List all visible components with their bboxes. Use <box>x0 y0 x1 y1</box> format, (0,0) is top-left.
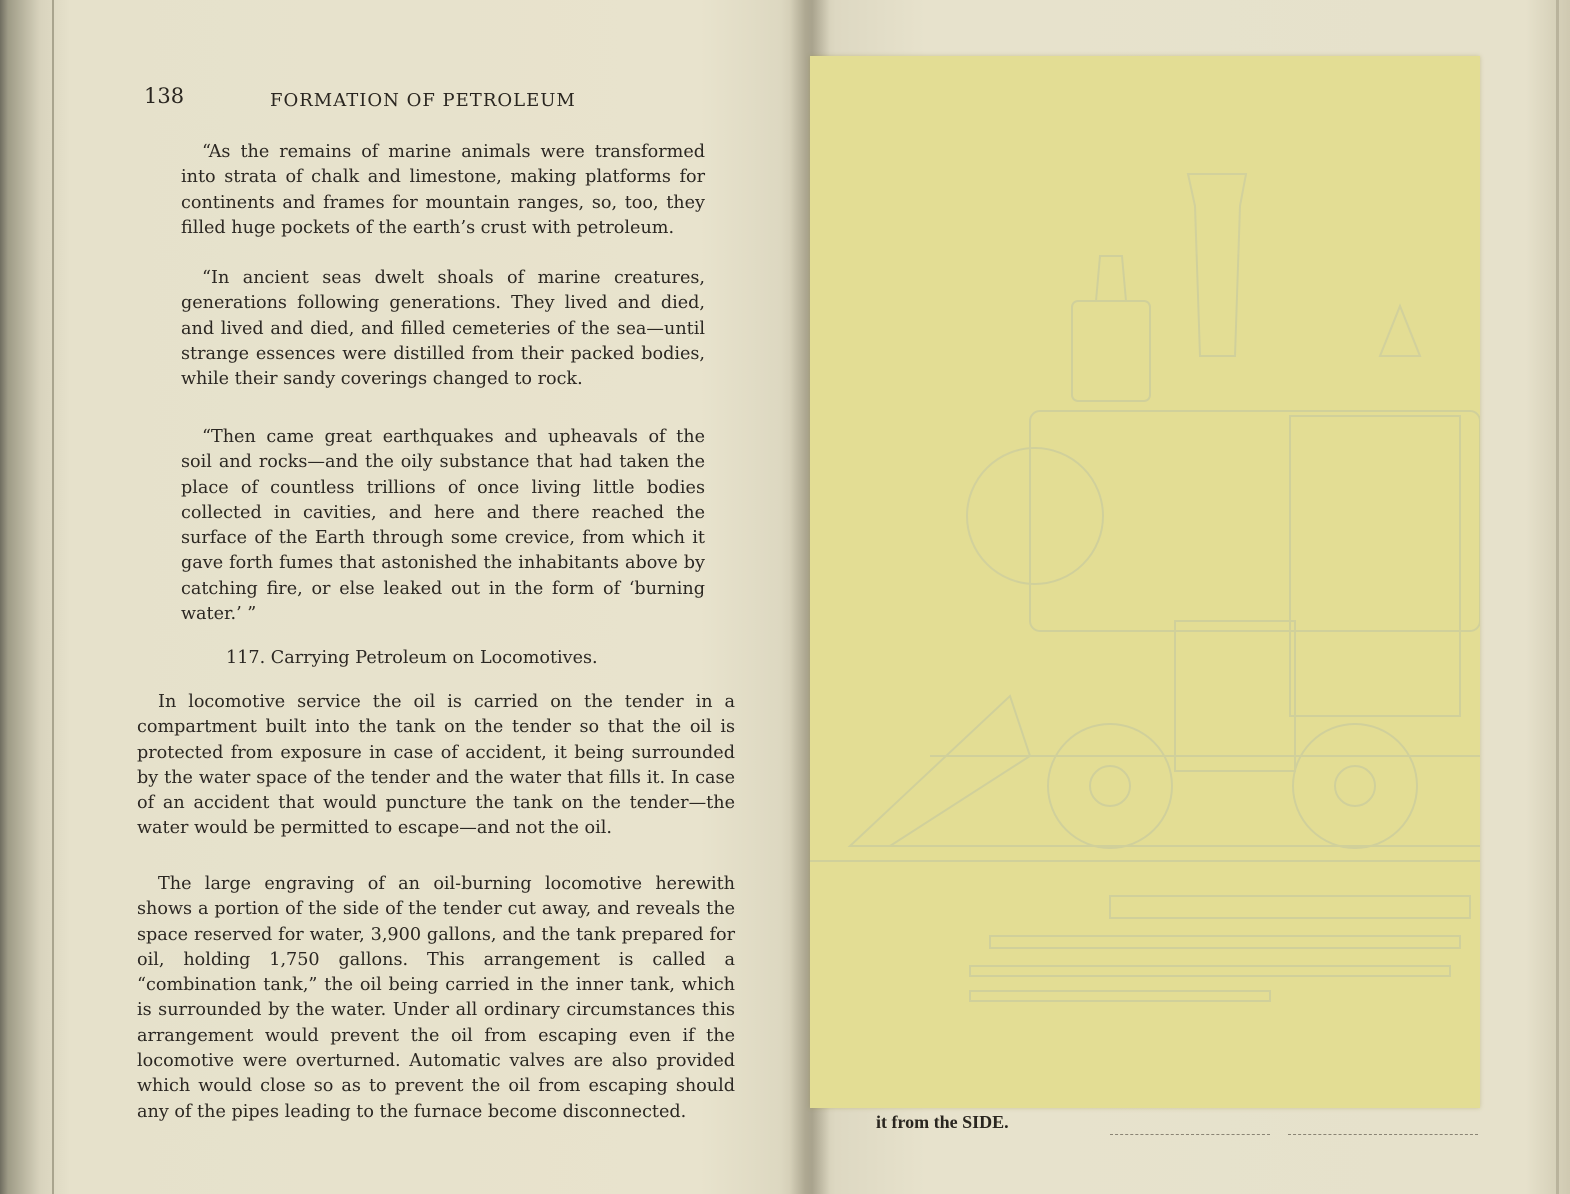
wheel-shape <box>1293 724 1417 848</box>
dashed-rule <box>1110 1134 1270 1135</box>
smokestack-shape <box>1188 174 1246 356</box>
dashed-rule <box>1288 1134 1478 1135</box>
page-number: 138 <box>144 84 185 108</box>
page-edge <box>1556 0 1559 1194</box>
yellow-overlay <box>810 56 1480 1108</box>
headlamp-shape <box>1072 301 1150 401</box>
quote-paragraph: “In ancient seas dwelt shoals of marine creatures, generations following generations. They lived and died, and lived and died, and filled cemeteries of the sea—until strange essences were distilled from their packed bodies, while their sandy coverings changed to rock. <box>181 268 705 390</box>
running-head: FORMATION OF PETROLEUM <box>270 90 576 111</box>
page-edge <box>52 0 54 1194</box>
quote-paragraph: “As the remains of marine animals were transformed into strata of chalk and limestone, making platforms for continents and frames for mountain ranges, so, too, they filled huge pockets of the earth’s crust with petroleum. <box>181 142 705 238</box>
wheel-shape <box>1048 724 1172 848</box>
section-heading: 117. Carrying Petroleum on Locomotives. <box>226 648 598 668</box>
caption-fragment: it from the SIDE. <box>876 1112 1009 1132</box>
body-paragraph: The large engraving of an oil-burning locomotive herewith shows a portion of the side of the tender cut away, and reveals the space reserved for water, 3,900 gallons, and the tank prepared for oil, holding 1,750 gallons. This arrangement is called a “combination tank,” the oil being carried in the inner tank, which is surrounded by the water. Under all ordinary circumstances this arrangement would prevent the oil from escaping even if the locomotive were overturned. Automatic valves are also provided which would close so as to prevent the oil from escaping should any of the pipes leading to the furnace become disconnected. <box>137 874 735 1122</box>
page-header <box>144 84 724 114</box>
locomotive-engraving <box>810 56 1480 1108</box>
body-paragraph: In locomotive service the oil is carried on the tender in a compartment built into the tank on the tender so that the oil is protected from exposure in case of accident, it being surrounded by the water space of the tender and the water that fills it. In case of an accident that would puncture the tank on the tender—the water would be permitted to escape—and not the oil. <box>137 692 735 839</box>
quote-paragraph: “Then came great earthquakes and upheavals of the soil and rocks—and the oily substance that had taken the place of countless trillions of once living little bodies collected in cavities, and here and there reached the surface of the Earth through some crevice, from which it gave forth fumes that astonished the inhabitants above by catching fire, or else leaked out in the form of ‘burning water.’ ” <box>181 427 705 625</box>
